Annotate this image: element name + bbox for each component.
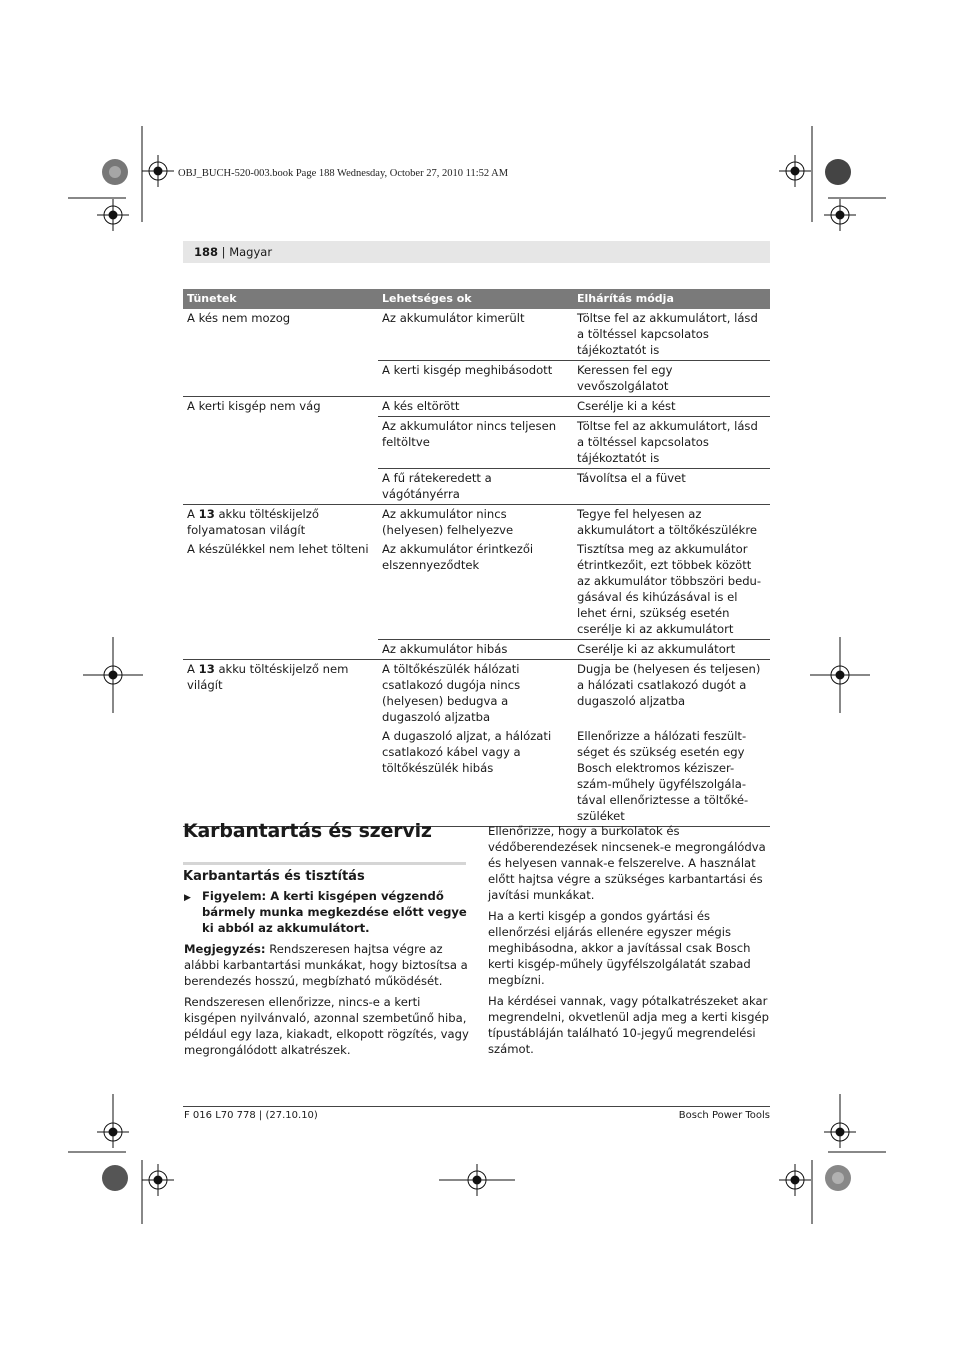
note-label: Megjegyzés: xyxy=(184,942,266,956)
subsection-header xyxy=(183,862,466,884)
warning-text: Figyelem: A kerti kisgépen végzendő bármely munka megkezdése előtt vegye ki abból az akkumulátort. xyxy=(202,889,467,935)
item-number: 13 xyxy=(198,662,215,676)
table-row xyxy=(183,727,770,827)
column-header: Tünetek xyxy=(183,289,378,309)
paragraph: Ha a kerti kisgép a gondos gyártási és ellenőrzési eljárás ellenére egyszer mégis meghibásodna, akkor a javítással csak Bosch kerti kisgép-műhely ügyfélszolgálatát szabad megbízni. xyxy=(488,909,751,987)
symptom-cell xyxy=(183,640,378,660)
table-row xyxy=(183,660,770,728)
right-column xyxy=(488,823,772,1062)
remedy-cell: Dugja be (helyesen és teljesen) a hálózati csatlakozó dugót a dugaszoló aljzatba xyxy=(577,662,761,708)
table-row xyxy=(183,361,770,397)
warning-arrow-icon: ▶ xyxy=(184,893,191,903)
left-column xyxy=(184,888,469,1063)
symptom-cell: A kerti kisgép nem vág xyxy=(187,399,321,413)
paragraph: Ellenőrizze, hogy a burkolatok és védőberendezések nincsenek-e megrongálódva és helyesen vannak-e felszerelve. A használat előtt hajtsa végre a szükséges karbantartási és javítási munkákat. xyxy=(488,824,766,902)
remedy-cell: Keressen fel egy vevőszolgálatot xyxy=(573,361,770,397)
remedy-cell: Távolítsa el a füvet xyxy=(573,469,770,505)
cause-cell: Az akkumulátor érintkezői elszennyeződtek xyxy=(378,540,573,640)
symptom-cell xyxy=(183,361,378,397)
troubleshooting-table xyxy=(183,289,770,827)
symptom-cell xyxy=(183,417,378,469)
cause-cell: Az akkumulátor nincs (helyesen) felhelyezve xyxy=(382,507,514,537)
remedy-cell: Töltse fel az akkumulátort, lásd a töltéssel kapcsolatos tájékoztatót is xyxy=(573,417,770,469)
page-number: 188 xyxy=(194,245,219,259)
symptom-cell: A kés nem mozog xyxy=(187,311,291,325)
section-title: Karbantartás és szerviz xyxy=(183,820,432,842)
remedy-cell: Tegye fel helyesen az akkumulátort a töltőkészülékre xyxy=(577,507,758,537)
footer-doc-code: F 016 L70 778 | (27.10.10) xyxy=(184,1110,318,1121)
paragraph: Rendszeresen ellenőrizze, nincs-e a kerti kisgépen nyilvánvaló, azonnal szembetűnő hiba, például egy laza, kiakadt, elkopott rögzítés, vagy megrongálódott alkatrészek. xyxy=(184,995,469,1057)
table-row xyxy=(183,540,770,640)
table-row xyxy=(183,397,770,417)
symptom-cell xyxy=(183,469,378,505)
symptom-cell xyxy=(183,660,378,728)
page-header-bar xyxy=(183,241,770,263)
cause-cell: Az akkumulátor nincs teljesen feltöltve xyxy=(378,417,573,469)
table-row xyxy=(183,640,770,660)
item-number: 13 xyxy=(198,507,215,521)
subsection-title: Karbantartás és tisztítás xyxy=(183,869,365,884)
remedy-cell: Töltse fel az akkumulátort, lásd a töltéssel kapcsolatos tájékoztatót is xyxy=(573,309,770,361)
book-info: OBJ_BUCH-520-003.book Page 188 Wednesday, October 27, 2010 11:52 AM xyxy=(178,168,509,179)
warning-note xyxy=(184,888,469,936)
table-row xyxy=(183,309,770,361)
remedy-cell: Tisztítsa meg az akkumulátor étrintkezőit, ezt többek között az akkumulátor többszöri bedu-gásával és kihúzásával is el lehet érni, szükség esetén cserélje ki az akkumulátort xyxy=(573,540,770,640)
note-paragraph xyxy=(184,941,469,989)
symptom-text: A xyxy=(187,507,199,521)
symptom-text: akku töltéskijelző folyamatosan világít xyxy=(187,507,319,537)
remedy-cell: Cserélje ki az akkumulátort xyxy=(573,640,770,660)
remedy-cell: Ellenőrizze a hálózati feszült-séget és szükség esetén egy Bosch elektromos kéziszer-szám-műhely ügyfélszolgála-tával ellenőriztesse a töltőké-szüléket xyxy=(573,727,770,827)
column-header: Lehetséges ok xyxy=(378,289,573,309)
table-header-row xyxy=(183,289,770,309)
cause-cell: Az akkumulátor kimerült xyxy=(378,309,573,361)
remedy-cell: Cserélje ki a kést xyxy=(573,397,770,417)
symptom-cell xyxy=(183,727,378,827)
paragraph: Ha kérdései vannak, vagy pótalkatrészeket akar megrendelni, okvetlenül adja meg a kerti kisgép típustábláján található 10-jegyű megrendelési számot. xyxy=(488,994,769,1056)
symptom-text: akku töltéskijelző nem világít xyxy=(187,662,349,692)
symptom-cell xyxy=(183,505,378,541)
symptom-cell: A készülékkel nem lehet tölteni xyxy=(187,542,369,556)
cause-cell: A dugaszoló aljzat, a hálózati csatlakozó kábel vagy a töltőkészülék hibás xyxy=(378,727,573,827)
cause-cell: A töltőkészülék hálózati csatlakozó dugója nincs (helyesen) bedugva a dugaszoló aljzatba xyxy=(382,662,521,724)
cause-cell: A kerti kisgép meghibásodott xyxy=(378,361,573,397)
footer-divider xyxy=(183,1106,770,1107)
footer-brand: Bosch Power Tools xyxy=(678,1110,770,1121)
header-language: Magyar xyxy=(229,245,273,259)
note-text: Rendszeresen hajtsa végre az alábbi karbantartási munkákat, hogy biztosítsa a berendezés hosszú, megbízható működését. xyxy=(184,942,468,988)
table-row xyxy=(183,505,770,541)
symptom-text: A xyxy=(187,662,199,676)
table-row xyxy=(183,417,770,469)
table-row xyxy=(183,469,770,505)
cause-cell: A kés eltörött xyxy=(378,397,573,417)
cause-cell: A fű rátekeredett a vágótányérra xyxy=(378,469,573,505)
column-header: Elhárítás módja xyxy=(573,289,770,309)
header-separator: | xyxy=(221,245,226,259)
cause-cell: Az akkumulátor hibás xyxy=(378,640,573,660)
